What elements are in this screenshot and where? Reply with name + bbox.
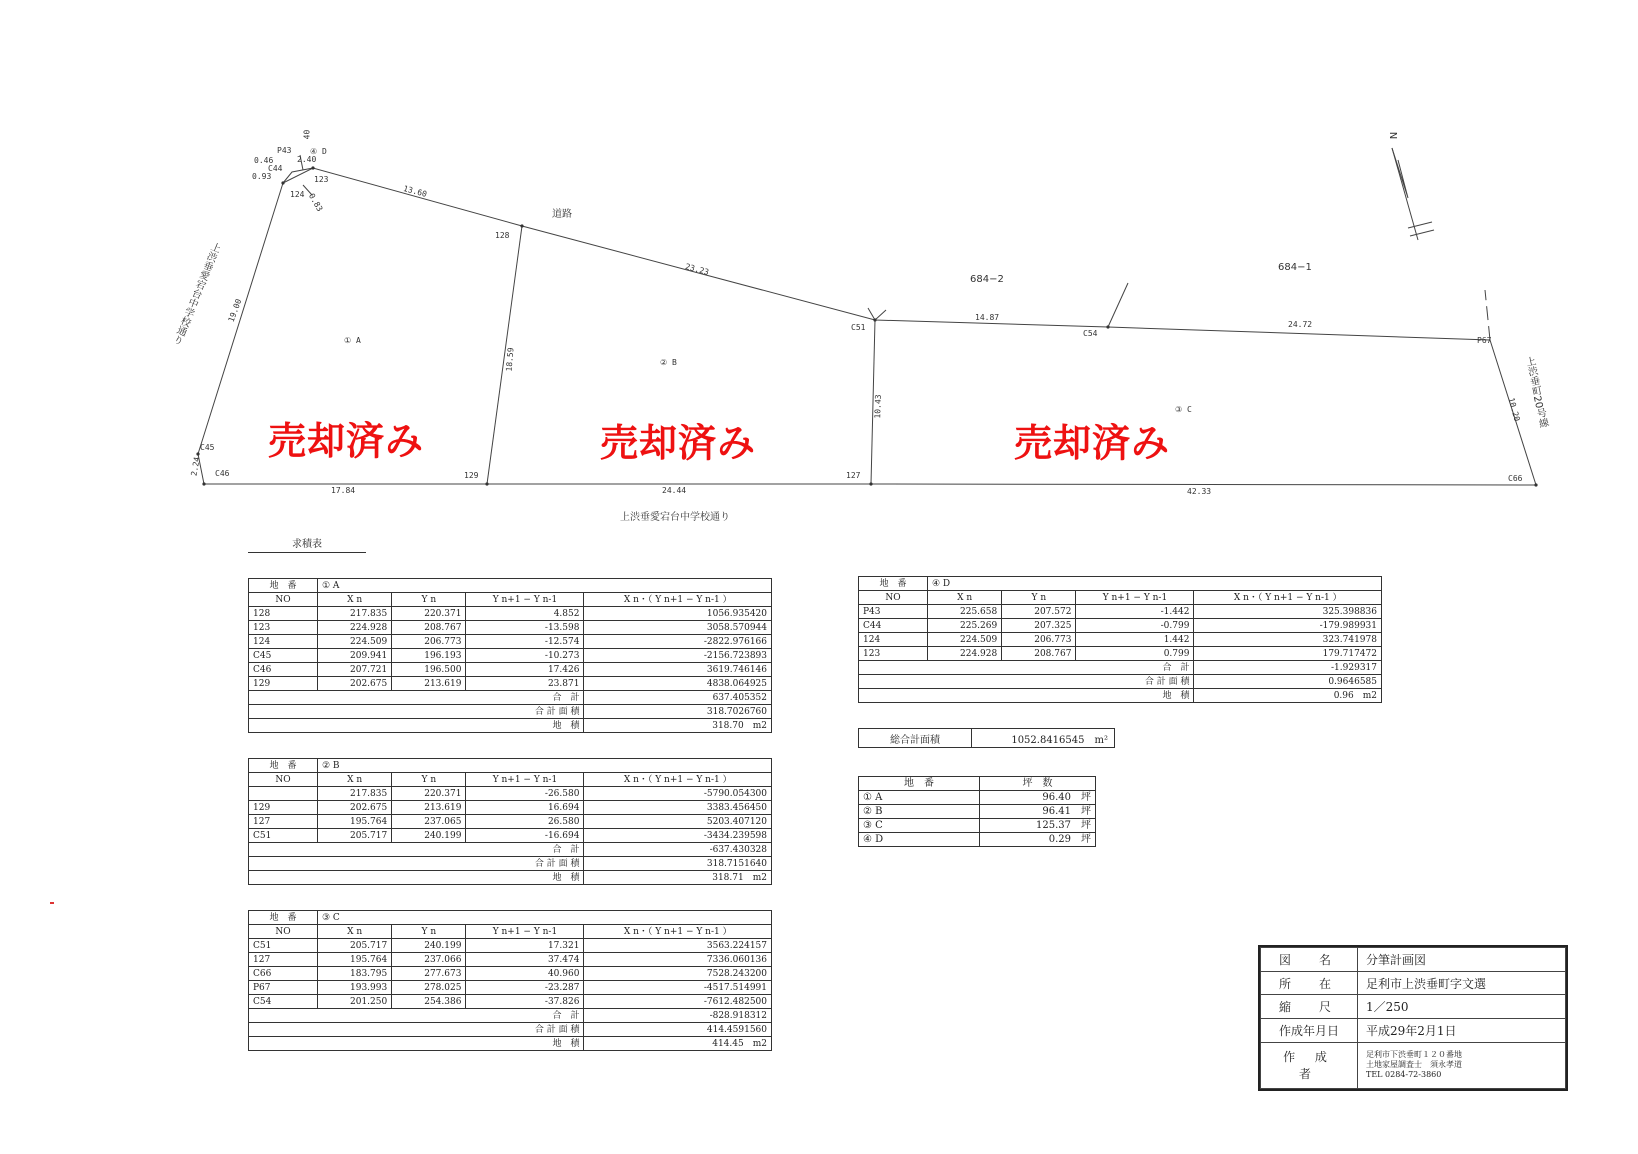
chiseki-row: 地 積 318.71 m2	[249, 871, 772, 885]
dim-label: 24.72	[1288, 320, 1313, 329]
area-table-a	[248, 578, 772, 733]
table-row: 129 202.675 213.619 23.871 4838.064925	[249, 677, 772, 691]
dim-label: 0.46	[254, 156, 274, 165]
column-header-row: NO X n Y n Y n+1 − Y n-1 X n・（ Y n+1 − Y n-1 ）	[859, 591, 1382, 605]
division-p67	[1485, 290, 1490, 340]
area-table-d	[858, 576, 1382, 703]
parcel-name: ① A	[318, 579, 772, 593]
calc-title: 求積表	[248, 535, 366, 553]
point-123: 123	[314, 175, 329, 184]
point-c46: C46	[215, 469, 230, 478]
parcel-label-d: ④ D	[310, 147, 327, 156]
title-key: 図 名	[1261, 948, 1358, 972]
dim-label: 0.93	[252, 172, 272, 181]
chiseki-row: 地 積 414.45 m2	[249, 1037, 772, 1051]
dim-label: 17.84	[331, 486, 356, 495]
author-value: 足利市下渋垂町１２０番地 土地家屋調査士 須永孝道 TEL 0284-72-3860	[1358, 1042, 1566, 1088]
parcel-name: ④ D	[928, 577, 1382, 591]
location-value: 足利市上渋垂町字文選	[1358, 971, 1566, 995]
table-row: 123 224.928 208.767 -13.598 3058.570944	[249, 621, 772, 635]
table-row: P43 225.658 207.572 -1.442 325.398836	[859, 605, 1382, 619]
parcel-label-684-2: 684−2	[970, 274, 1004, 285]
parcel-label-b: ② B	[660, 358, 677, 367]
north-label: N	[1387, 131, 1399, 140]
dim-label: 24.44	[662, 486, 687, 495]
division-684	[1108, 283, 1128, 327]
table-row: 124 224.509 206.773 -12.574 -2822.976166	[249, 635, 772, 649]
date-value: 平成29年2月1日	[1358, 1019, 1566, 1043]
table-row: P67 193.993 278.025 -23.287 -4517.514991	[249, 981, 772, 995]
dim-label: 40	[302, 129, 312, 140]
table-row: ② B 96.41 坪	[859, 805, 1096, 819]
scale-value: 1／250	[1358, 995, 1566, 1019]
column-header-row: NO X n Y n Y n+1 − Y n-1 X n・（ Y n+1 − Y n-1 ）	[249, 925, 772, 939]
col-xn: X n	[318, 593, 392, 607]
stray-mark	[50, 902, 54, 904]
table-row: 127 195.764 237.065 26.580 5203.407120	[249, 815, 772, 829]
right-street-label: 上渋垂町20号線	[1522, 355, 1549, 430]
point-127: 127	[846, 471, 861, 480]
point-124: 124	[290, 190, 305, 199]
total-area-value: 1052.8416545 m²	[972, 729, 1115, 748]
point-c51: C51	[851, 323, 866, 332]
table-row: 217.835 220.371 -26.580 -5790.054300	[249, 787, 772, 801]
point-c45: C45	[200, 443, 215, 452]
sold-stamp-b: 売却済み	[600, 421, 757, 465]
column-header-row: NO X n Y n Y n+1 − Y n-1 X n・（ Y n+1 − Y n-1 ）	[249, 773, 772, 787]
table-row: 124 224.509 206.773 1.442 323.741978	[859, 633, 1382, 647]
dim-label: 14.87	[975, 313, 1000, 322]
dim-label: 18.59	[504, 347, 516, 372]
col-ydiff: Y n+1 − Y n-1	[466, 593, 584, 607]
table-row: C45 209.941 196.193 -10.273 -2156.723893	[249, 649, 772, 663]
table-header-row: 地 番 ② B	[249, 759, 772, 773]
parcel-plan	[0, 0, 1638, 560]
column-header-row	[249, 593, 772, 607]
dim-label: 19.00	[226, 297, 244, 324]
total-area-label: 総合計面積	[859, 729, 972, 748]
area-table-c	[248, 910, 772, 1051]
total-area-box	[858, 728, 1115, 748]
gokei-row: 合 計 -828.918312	[249, 1009, 772, 1023]
sold-stamp-c: 売却済み	[1014, 421, 1171, 465]
dim-label: 10.20	[1506, 396, 1522, 423]
parcel-label-684-1: 684−1	[1278, 262, 1312, 273]
scale-key: 縮 尺	[1261, 995, 1358, 1019]
date-key: 作成年月日	[1261, 1019, 1358, 1043]
table-row: C46 207.721 196.500 17.426 3619.746146	[249, 663, 772, 677]
gokei-row: 合 計 637.405352	[249, 691, 772, 705]
menseki-row: 合 計 面 積 318.7151640	[249, 857, 772, 871]
chiban-label: 地 番	[249, 579, 318, 593]
table-row: C54 201.250 254.386 -37.826 -7612.482500	[249, 995, 772, 1009]
table-row: ④ D 0.29 坪	[859, 833, 1096, 847]
col-xprod: X n・（ Y n+1 − Y n-1 ）	[584, 593, 772, 607]
menseki-row: 合 計 面 積 0.9646585	[859, 675, 1382, 689]
menseki-row: 合 計 面 積 318.7026760	[249, 705, 772, 719]
tsubo-header-row: 地 番 坪 数	[859, 777, 1096, 791]
col-yn: Y n	[392, 593, 466, 607]
chiseki-row: 地 積 0.96 m2	[859, 689, 1382, 703]
author-key: 作 成 者	[1261, 1042, 1358, 1088]
point-129: 129	[464, 471, 479, 480]
table-header-row	[249, 579, 772, 593]
point-c54: C54	[1083, 329, 1098, 338]
point-c66: C66	[1508, 474, 1523, 483]
point-p43: P43	[277, 146, 292, 155]
dim-label: 0.83	[306, 191, 325, 214]
parcel-label-a: ① A	[344, 336, 361, 345]
tsubo-table	[858, 776, 1096, 847]
title-block	[1258, 945, 1568, 1091]
point-128: 128	[495, 231, 510, 240]
table-row: 123 224.928 208.767 0.799 179.717472	[859, 647, 1382, 661]
chiseki-row: 地 積 318.70 m2	[249, 719, 772, 733]
table-row: 127 195.764 237.066 37.474 7336.060136	[249, 953, 772, 967]
menseki-row: 合 計 面 積 414.4591560	[249, 1023, 772, 1037]
bottom-street-label: 上渋垂愛宕台中学校通り	[620, 512, 730, 523]
table-row: C66 183.795 277.673 40.960 7528.243200	[249, 967, 772, 981]
col-no: NO	[249, 593, 318, 607]
table-header-row: 地 番 ④ D	[859, 577, 1382, 591]
sold-stamp-a: 売却済み	[268, 419, 425, 463]
point-p67: P67	[1477, 336, 1492, 345]
parcel-name: ③ C	[318, 911, 772, 925]
table-header-row: 地 番 ③ C	[249, 911, 772, 925]
dim-label: 10.43	[873, 394, 883, 419]
point-c44: C44	[268, 164, 283, 173]
table-row: C51 205.717 240.199 17.321 3563.224157	[249, 939, 772, 953]
table-row: ③ C 125.37 坪	[859, 819, 1096, 833]
gokei-row: 合 計 -637.430328	[249, 843, 772, 857]
table-row: C51 205.717 240.199 -16.694 -3434.239598	[249, 829, 772, 843]
table-row: 128 217.835 220.371 4.852 1056.935420	[249, 607, 772, 621]
dim-label: 2.40	[297, 155, 317, 164]
location-key: 所 在	[1261, 971, 1358, 995]
parcel-name: ② B	[318, 759, 772, 773]
dim-label: 23.23	[684, 262, 710, 277]
area-table-b	[248, 758, 772, 885]
parcel-label-c: ③ C	[1175, 405, 1192, 414]
road-label: 道路	[552, 209, 572, 220]
dim-label: 42.33	[1187, 487, 1212, 496]
dim-label: 2.24	[189, 456, 202, 477]
drawing-name: 分筆計画図	[1358, 948, 1566, 972]
dim-label: 13.60	[402, 184, 428, 199]
left-street-label: 上渋垂愛宕台中学校通り	[169, 239, 222, 347]
table-row: 129 202.675 213.619 16.694 3383.456450	[249, 801, 772, 815]
table-row: C44 225.269 207.325 -0.799 -179.989931	[859, 619, 1382, 633]
table-row: ① A 96.40 坪	[859, 791, 1096, 805]
gokei-row: 合 計 -1.929317	[859, 661, 1382, 675]
division-ab	[487, 226, 522, 484]
